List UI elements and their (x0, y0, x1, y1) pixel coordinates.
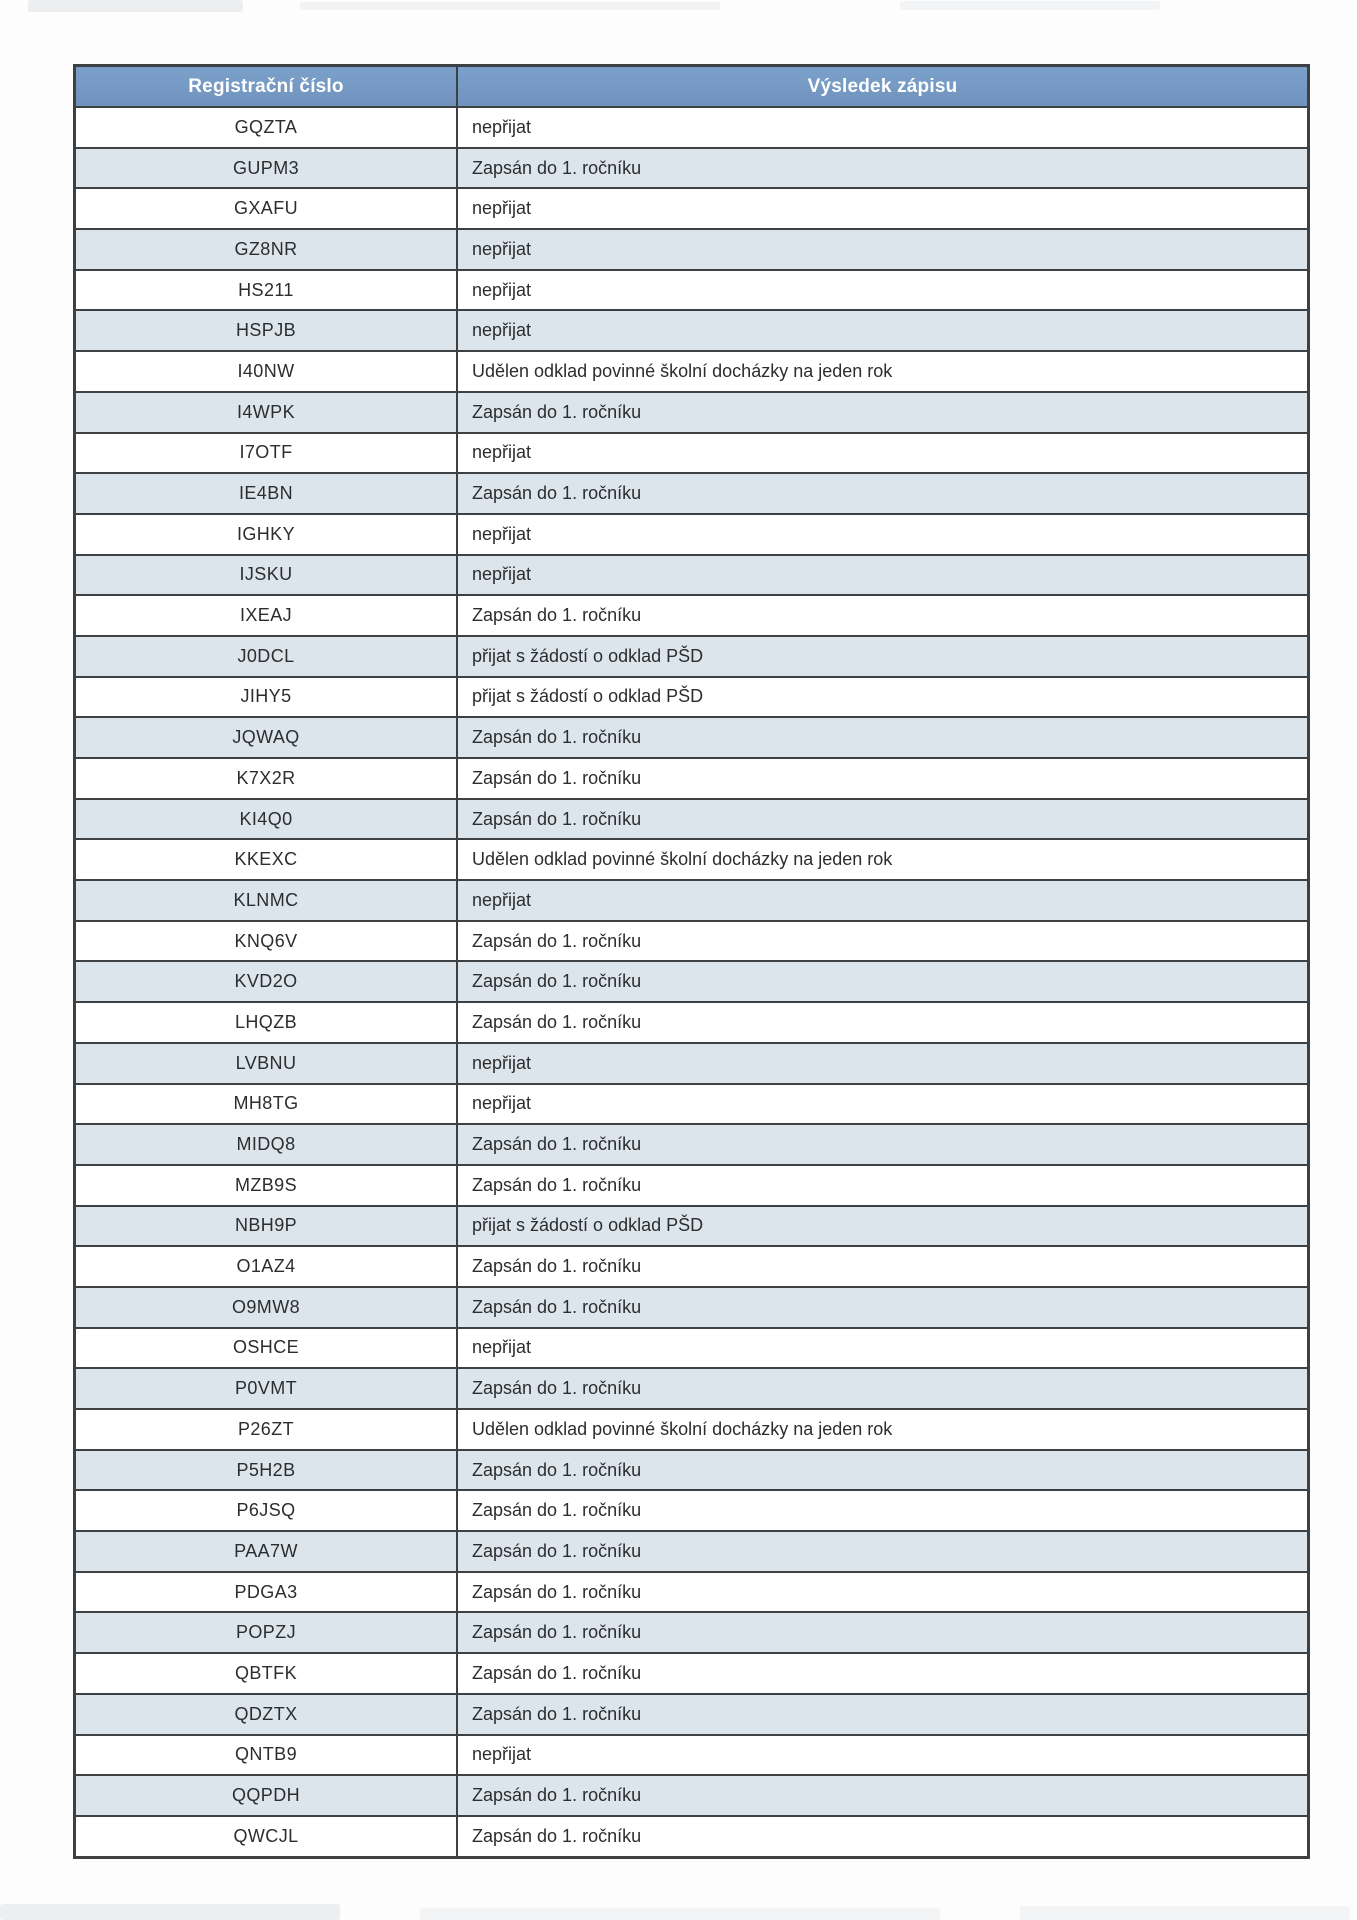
scan-artifact (28, 0, 243, 12)
scan-artifact (0, 1904, 340, 1920)
registration-code-cell: LVBNU (75, 1043, 458, 1084)
registration-code-cell: QNTB9 (75, 1735, 458, 1776)
table-row (75, 433, 1309, 474)
registration-code-cell: O9MW8 (75, 1287, 458, 1328)
enrollment-result-cell: Zapsán do 1. ročníku (457, 1653, 1309, 1694)
enrollment-result-cell: Udělen odklad povinné školní docházky na jeden rok (457, 351, 1309, 392)
table-row (75, 1409, 1309, 1450)
enrollment-result-cell: Zapsán do 1. ročníku (457, 799, 1309, 840)
registration-code-cell: P26ZT (75, 1409, 458, 1450)
enrollment-result-cell: Zapsán do 1. ročníku (457, 1450, 1309, 1491)
enrollment-result-cell: Zapsán do 1. ročníku (457, 1816, 1309, 1857)
table-row (75, 473, 1309, 514)
registration-code-cell: LHQZB (75, 1002, 458, 1043)
table-row (75, 392, 1309, 433)
registration-code-cell: I4WPK (75, 392, 458, 433)
table-row (75, 921, 1309, 962)
registration-code-cell: I40NW (75, 351, 458, 392)
scan-artifact (900, 1, 1160, 10)
registration-code-cell: KLNMC (75, 880, 458, 921)
enrollment-result-cell: Udělen odklad povinné školní docházky na jeden rok (457, 1409, 1309, 1450)
table-row (75, 188, 1309, 229)
registration-code-cell: PDGA3 (75, 1572, 458, 1613)
table-row (75, 1450, 1309, 1491)
table-row (75, 1124, 1309, 1165)
table-row (75, 1694, 1309, 1735)
enrollment-result-cell: nepřijat (457, 1084, 1309, 1125)
table-row (75, 555, 1309, 596)
enrollment-result-cell: Zapsán do 1. ročníku (457, 1368, 1309, 1409)
registration-code-cell: IGHKY (75, 514, 458, 555)
table-row (75, 1490, 1309, 1531)
enrollment-result-cell: Zapsán do 1. ročníku (457, 1287, 1309, 1328)
table-row (75, 799, 1309, 840)
registration-code-cell: HSPJB (75, 310, 458, 351)
enrollment-result-cell: nepřijat (457, 310, 1309, 351)
table-row (75, 677, 1309, 718)
table-row (75, 961, 1309, 1002)
table-row (75, 1246, 1309, 1287)
enrollment-results-table (73, 64, 1310, 1859)
table-row (75, 717, 1309, 758)
table-row (75, 1531, 1309, 1572)
enrollment-result-cell: Zapsán do 1. ročníku (457, 1165, 1309, 1206)
registration-code-cell: GXAFU (75, 188, 458, 229)
enrollment-result-cell: Zapsán do 1. ročníku (457, 717, 1309, 758)
registration-code-cell: J0DCL (75, 636, 458, 677)
table-row (75, 1816, 1309, 1857)
registration-code-cell: O1AZ4 (75, 1246, 458, 1287)
table-row (75, 1368, 1309, 1409)
table-row (75, 310, 1309, 351)
registration-code-cell: GUPM3 (75, 148, 458, 189)
table-body (75, 107, 1309, 1857)
registration-code-cell: POPZJ (75, 1612, 458, 1653)
registration-code-cell: GQZTA (75, 107, 458, 148)
enrollment-result-cell: přijat s žádostí o odklad PŠD (457, 677, 1309, 718)
table-row (75, 1287, 1309, 1328)
table-row (75, 1206, 1309, 1247)
table-row (75, 1043, 1309, 1084)
table-row (75, 1165, 1309, 1206)
enrollment-result-cell: nepřijat (457, 433, 1309, 474)
registration-code-cell: P6JSQ (75, 1490, 458, 1531)
table-row (75, 880, 1309, 921)
header-enrollment-result: Výsledek zápisu (457, 66, 1309, 108)
enrollment-result-cell: nepřijat (457, 514, 1309, 555)
enrollment-result-cell: přijat s žádostí o odklad PŠD (457, 1206, 1309, 1247)
enrollment-result-cell: Zapsán do 1. ročníku (457, 1531, 1309, 1572)
enrollment-result-cell: Zapsán do 1. ročníku (457, 961, 1309, 1002)
registration-code-cell: QWCJL (75, 1816, 458, 1857)
registration-code-cell: NBH9P (75, 1206, 458, 1247)
registration-code-cell: IXEAJ (75, 595, 458, 636)
enrollment-result-cell: Zapsán do 1. ročníku (457, 473, 1309, 514)
enrollment-result-cell: Zapsán do 1. ročníku (457, 1246, 1309, 1287)
table-row (75, 839, 1309, 880)
enrollment-result-cell: Zapsán do 1. ročníku (457, 1490, 1309, 1531)
registration-code-cell: MH8TG (75, 1084, 458, 1125)
registration-code-cell: P5H2B (75, 1450, 458, 1491)
registration-code-cell: KNQ6V (75, 921, 458, 962)
registration-code-cell: MIDQ8 (75, 1124, 458, 1165)
enrollment-result-cell: přijat s žádostí o odklad PŠD (457, 636, 1309, 677)
enrollment-result-cell: nepřijat (457, 107, 1309, 148)
registration-code-cell: IE4BN (75, 473, 458, 514)
registration-code-cell: KKEXC (75, 839, 458, 880)
registration-code-cell: QQPDH (75, 1775, 458, 1816)
enrollment-result-cell: Zapsán do 1. ročníku (457, 1002, 1309, 1043)
table-row (75, 351, 1309, 392)
registration-code-cell: QDZTX (75, 1694, 458, 1735)
registration-code-cell: IJSKU (75, 555, 458, 596)
enrollment-result-cell: Zapsán do 1. ročníku (457, 921, 1309, 962)
scan-artifact (300, 2, 720, 10)
enrollment-result-cell: nepřijat (457, 1735, 1309, 1776)
table-row (75, 1002, 1309, 1043)
enrollment-result-cell: nepřijat (457, 880, 1309, 921)
enrollment-result-cell: Zapsán do 1. ročníku (457, 148, 1309, 189)
registration-code-cell: GZ8NR (75, 229, 458, 270)
table-row (75, 1572, 1309, 1613)
table-row (75, 514, 1309, 555)
scan-artifact (420, 1908, 940, 1920)
table-row (75, 595, 1309, 636)
registration-code-cell: MZB9S (75, 1165, 458, 1206)
enrollment-result-cell: Zapsán do 1. ročníku (457, 1124, 1309, 1165)
enrollment-result-cell: Zapsán do 1. ročníku (457, 595, 1309, 636)
enrollment-result-cell: Zapsán do 1. ročníku (457, 1612, 1309, 1653)
header-registration-number: Registrační číslo (75, 66, 458, 108)
table-row (75, 1775, 1309, 1816)
table-row (75, 758, 1309, 799)
registration-code-cell: JQWAQ (75, 717, 458, 758)
registration-code-cell: KVD2O (75, 961, 458, 1002)
table-row (75, 1328, 1309, 1369)
table-row (75, 270, 1309, 311)
table-row (75, 1653, 1309, 1694)
registration-code-cell: PAA7W (75, 1531, 458, 1572)
registration-code-cell: JIHY5 (75, 677, 458, 718)
enrollment-result-cell: Zapsán do 1. ročníku (457, 1775, 1309, 1816)
enrollment-result-cell: Zapsán do 1. ročníku (457, 1572, 1309, 1613)
registration-code-cell: OSHCE (75, 1328, 458, 1369)
registration-code-cell: P0VMT (75, 1368, 458, 1409)
registration-code-cell: K7X2R (75, 758, 458, 799)
enrollment-result-cell: nepřijat (457, 229, 1309, 270)
table-row (75, 1084, 1309, 1125)
registration-code-cell: KI4Q0 (75, 799, 458, 840)
enrollment-result-cell: Zapsán do 1. ročníku (457, 392, 1309, 433)
table-row (75, 148, 1309, 189)
enrollment-result-cell: nepřijat (457, 188, 1309, 229)
table-row (75, 1735, 1309, 1776)
enrollment-result-cell: nepřijat (457, 1328, 1309, 1369)
enrollment-result-cell: Zapsán do 1. ročníku (457, 758, 1309, 799)
scan-artifact (1020, 1906, 1350, 1920)
table-row (75, 1612, 1309, 1653)
registration-code-cell: I7OTF (75, 433, 458, 474)
enrollment-result-cell: nepřijat (457, 1043, 1309, 1084)
enrollment-result-cell: Udělen odklad povinné školní docházky na jeden rok (457, 839, 1309, 880)
table-row (75, 229, 1309, 270)
enrollment-result-cell: nepřijat (457, 270, 1309, 311)
table-row (75, 636, 1309, 677)
enrollment-result-cell: Zapsán do 1. ročníku (457, 1694, 1309, 1735)
enrollment-result-cell: nepřijat (457, 555, 1309, 596)
table-header (75, 66, 1309, 108)
header-row (75, 66, 1309, 108)
registration-code-cell: HS211 (75, 270, 458, 311)
registration-code-cell: QBTFK (75, 1653, 458, 1694)
table-row (75, 107, 1309, 148)
